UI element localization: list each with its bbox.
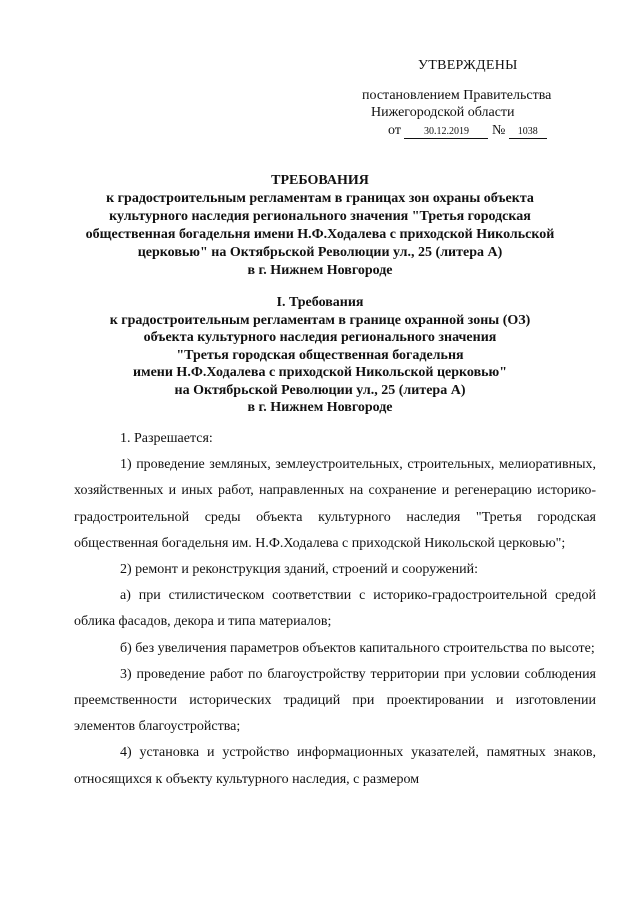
section-heading-line: к градостроительным регламентам в границе охранной зоны (ОЗ)	[109, 312, 531, 328]
main-heading-line: к градостроительным регламентам в границах зон охраны объекта	[106, 191, 534, 206]
approval-date: 30.12.2019	[404, 126, 488, 139]
paragraph-item-4: 4) установка и устройство информационных указателей, памятных знаков, относящихся к объекту культурного наследия, с размером	[74, 745, 596, 787]
approval-title: УТВЕРЖДЕНЫ	[418, 58, 518, 73]
approval-line-2: Нижегородской области	[371, 105, 515, 120]
paragraph-item-2: 2) ремонт и реконструкция зданий, строений и сооружений:	[120, 562, 479, 578]
approval-number: 1038	[509, 126, 547, 139]
approval-line-1: постановлением Правительства	[362, 88, 552, 103]
section-heading-line: имени Н.Ф.Ходалева с приходской Никольской церковью"	[132, 365, 508, 380]
document-body	[74, 426, 596, 793]
paragraph-item-2a: а) при стилистическом соответствии с историко-градостроительной средой облика фасадов, декора и типа материалов;	[74, 588, 596, 630]
main-heading-line: церковью" на Октябрьской Революции ул., 25 (литера А)	[137, 245, 503, 260]
paragraph-item-3: 3) проведение работ по благоустройству территории при условии соблюдения преемственности исторических традиций при проектировании и изготовлении элементов благоустройства;	[74, 666, 596, 735]
approval-date-number-line	[388, 123, 547, 139]
main-heading-line: общественная богадельня имени Н.Ф.Ходалева с приходской Никольской	[85, 227, 555, 242]
main-heading-line: в г. Нижнем Новгороде	[247, 263, 393, 278]
section-heading-line: объекта культурного наследия регионального значения	[143, 330, 497, 345]
section-heading	[60, 294, 580, 417]
main-heading-title: ТРЕБОВАНИЯ	[271, 173, 369, 188]
section-heading-line: "Третья городская общественная богадельня	[176, 347, 464, 363]
paragraph-item-1: 1) проведение земляных, землеустроительных, строительных, мелиоративных, хозяйственных и иных работ, направленных на сохранение и регенерацию историко-градостроительной среды объекта культурного наследия "Третья городская общественная богадельня им. Н.Ф.Ходалева с приходской Никольской церковью";	[74, 457, 596, 551]
main-heading	[60, 172, 580, 280]
number-label: №	[491, 123, 506, 138]
paragraph-permitted: 1. Разрешается:	[120, 431, 213, 446]
paragraph-item-2b: б) без увеличения параметров объектов капитального строительства по высоте;	[120, 640, 595, 656]
section-heading-line: на Октябрьской Революции ул., 25 (литера А)	[174, 382, 466, 398]
main-heading-line: культурного наследия регионального значения "Третья городская	[109, 209, 531, 224]
from-label: от	[388, 123, 401, 138]
section-heading-line: I. Требования	[276, 295, 364, 310]
section-heading-line: в г. Нижнем Новгороде	[247, 400, 393, 415]
